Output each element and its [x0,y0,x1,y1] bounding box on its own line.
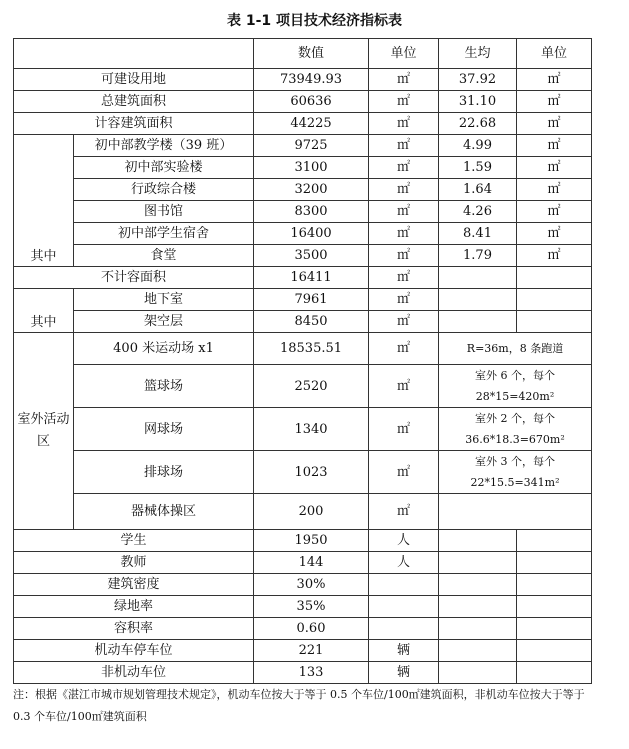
group-label-among: 其中 [14,135,74,267]
table-row [14,451,592,494]
row-per-student: 1.79 [439,245,517,267]
row-empty [517,618,592,640]
row-label: 非机动车位 [14,662,254,684]
row-unit: ㎡ [369,223,439,245]
table-row [14,157,592,179]
row-empty [517,662,592,684]
row-value: 16400 [254,223,369,245]
row-label: 可建设用地 [14,69,254,91]
table-row [14,596,592,618]
table-row [14,530,592,552]
table-row [14,662,592,684]
row-empty [517,311,592,333]
row-per-student: 1.64 [439,179,517,201]
row-label: 初中部实验楼 [74,157,254,179]
row-empty [517,596,592,618]
row-per-student: 31.10 [439,91,517,113]
row-unit: ㎡ [369,365,439,408]
row-unit: 辆 [369,662,439,684]
row-unit: ㎡ [369,289,439,311]
row-per-student: 22.68 [439,113,517,135]
row-value: 16411 [254,267,369,289]
row-unit: ㎡ [369,245,439,267]
row-unit2: ㎡ [517,113,592,135]
row-label: 初中部教学楼（39 班） [74,135,254,157]
row-empty [369,596,439,618]
group-label-among: 其中 [14,289,74,333]
table-row [14,552,592,574]
row-value: 0.60 [254,618,369,640]
row-value: 221 [254,640,369,662]
row-value: 60636 [254,91,369,113]
row-empty [517,640,592,662]
row-empty [439,618,517,640]
row-value: 30% [254,574,369,596]
table-footnote: 注：根据《湛江市城市规划管理技术规定》，机动车位按大于等于 0.5 个车位/100㎡建筑面积，非机动车位按大于等于 0.3 个车位/100㎡建筑面积 [13,688,585,723]
row-label: 不计容面积 [14,267,254,289]
table-row [14,618,592,640]
row-note: R=36m，8 条跑道 [439,333,592,365]
row-empty [439,596,517,618]
row-label: 地下室 [74,289,254,311]
row-label: 图书馆 [74,201,254,223]
header-unit2: 单位 [517,39,592,69]
table-row [14,267,592,289]
row-empty [439,574,517,596]
table-row [14,494,592,530]
row-unit: 人 [369,552,439,574]
row-unit2: ㎡ [517,223,592,245]
table-row [14,245,592,267]
row-value: 35% [254,596,369,618]
row-label: 400 米运动场 x1 [74,333,254,365]
row-label: 排球场 [74,451,254,494]
row-value: 133 [254,662,369,684]
row-value: 18535.51 [254,333,369,365]
table-row [14,223,592,245]
header-value: 数值 [254,39,369,69]
row-label: 教师 [14,552,254,574]
row-value: 44225 [254,113,369,135]
header-unit: 单位 [369,39,439,69]
row-value: 7961 [254,289,369,311]
row-per-student: 37.92 [439,69,517,91]
row-label: 器械体操区 [74,494,254,530]
row-label: 总建筑面积 [14,91,254,113]
row-label: 食堂 [74,245,254,267]
row-unit: 辆 [369,640,439,662]
row-unit: ㎡ [369,311,439,333]
row-unit: ㎡ [369,135,439,157]
table-row [14,201,592,223]
table-header-row [14,39,592,69]
row-unit: ㎡ [369,451,439,494]
row-unit: ㎡ [369,113,439,135]
row-unit2: ㎡ [517,135,592,157]
row-value: 1950 [254,530,369,552]
row-value: 2520 [254,365,369,408]
row-unit2: ㎡ [517,179,592,201]
row-empty [517,530,592,552]
table-row [14,113,592,135]
row-value: 1023 [254,451,369,494]
row-empty [517,574,592,596]
row-value: 3500 [254,245,369,267]
row-value: 8300 [254,201,369,223]
table-row [14,69,592,91]
table-row [14,311,592,333]
row-empty [439,494,592,530]
row-unit2: ㎡ [517,69,592,91]
row-value: 3200 [254,179,369,201]
table-row [14,289,592,311]
row-note: 室外 6 个，每个 28*15=420m² [439,365,592,408]
row-unit: ㎡ [369,179,439,201]
row-empty [369,618,439,640]
row-empty [439,530,517,552]
row-unit: ㎡ [369,267,439,289]
row-label: 学生 [14,530,254,552]
row-label: 篮球场 [74,365,254,408]
table-row [14,640,592,662]
indicator-table [13,38,592,684]
row-value: 200 [254,494,369,530]
row-label: 绿地率 [14,596,254,618]
row-unit: ㎡ [369,494,439,530]
row-label: 架空层 [74,311,254,333]
row-empty [369,574,439,596]
row-per-student: 8.41 [439,223,517,245]
row-value: 8450 [254,311,369,333]
group-label-outdoor: 室外活动区 [14,333,74,530]
row-unit: ㎡ [369,157,439,179]
row-unit2: ㎡ [517,91,592,113]
row-empty [439,552,517,574]
table-row [14,408,592,451]
table-row [14,135,592,157]
row-unit: ㎡ [369,408,439,451]
row-value: 3100 [254,157,369,179]
row-label: 容积率 [14,618,254,640]
row-empty [517,552,592,574]
row-unit2: ㎡ [517,245,592,267]
row-empty [439,311,517,333]
table-row [14,365,592,408]
row-label: 机动车停车位 [14,640,254,662]
row-empty [439,289,517,311]
table-row [14,333,592,365]
row-note: 室外 3 个，每个 22*15.5=341m² [439,451,592,494]
row-label: 行政综合楼 [74,179,254,201]
row-value: 144 [254,552,369,574]
row-empty [439,662,517,684]
row-empty [517,267,592,289]
table-title: 表 1-1 项目技术经济指标表 [226,13,403,29]
row-label: 建筑密度 [14,574,254,596]
row-per-student: 4.99 [439,135,517,157]
row-unit: 人 [369,530,439,552]
table-row [14,574,592,596]
row-empty [439,267,517,289]
header-per-student: 生均 [439,39,517,69]
row-unit: ㎡ [369,201,439,223]
header-blank [14,39,254,69]
table-row [14,91,592,113]
row-value: 9725 [254,135,369,157]
row-unit: ㎡ [369,69,439,91]
row-unit2: ㎡ [517,157,592,179]
row-unit2: ㎡ [517,201,592,223]
row-per-student: 1.59 [439,157,517,179]
row-unit: ㎡ [369,91,439,113]
row-label: 初中部学生宿舍 [74,223,254,245]
row-label: 网球场 [74,408,254,451]
row-unit: ㎡ [369,333,439,365]
row-per-student: 4.26 [439,201,517,223]
row-label: 计容建筑面积 [14,113,254,135]
table-row [14,179,592,201]
row-note: 室外 2 个，每个 36.6*18.3=670m² [439,408,592,451]
row-value: 73949.93 [254,69,369,91]
row-value: 1340 [254,408,369,451]
row-empty [439,640,517,662]
row-empty [517,289,592,311]
